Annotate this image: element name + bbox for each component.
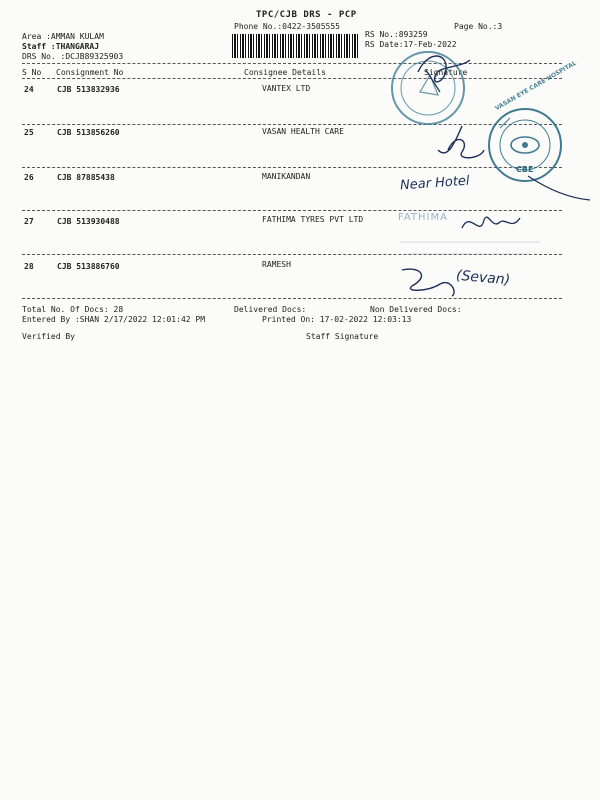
row-sno: 24 <box>24 85 34 94</box>
column-signature: Signature <box>424 68 468 77</box>
delivered-docs: Delivered Docs: <box>234 305 307 314</box>
stamps-and-signatures <box>0 0 600 310</box>
row-consignee: MANIKANDAN <box>262 172 311 181</box>
circular-stamp-icon <box>392 52 464 124</box>
rs-date: RS Date:17-Feb-2022 <box>365 40 457 49</box>
signature-check-icon <box>438 126 484 158</box>
company-stamp-text: FATHIMA <box>398 212 448 223</box>
hospital-stamp-text: VASAN EYE CARE HOSPITAL <box>494 59 578 113</box>
staff-signature-label: Staff Signature <box>306 332 379 341</box>
row-consignment: CJB 513856260 <box>57 128 120 137</box>
phone-number: Phone No.:0422-3505555 <box>234 22 340 31</box>
area-label: Area :AMMAN KULAM <box>22 32 104 41</box>
row-consignment: CJB 513886760 <box>57 262 120 271</box>
signature-scribble-icon <box>462 217 520 228</box>
page-number: Page No.:3 <box>454 22 503 31</box>
printed-on: Printed On: 17-02-2022 12:03:13 <box>262 315 412 324</box>
handwritten-sevan: (Sevan) <box>455 267 511 289</box>
rs-number: RS No.:893259 <box>365 30 428 39</box>
row-consignee: FATHIMA TYRES PVT LTD <box>262 215 364 224</box>
handwritten-near-hotel: Near Hotel <box>399 173 471 194</box>
staff-label: Staff :THANGARAJ <box>22 42 100 51</box>
row-consignment: CJB 513930488 <box>57 217 120 226</box>
entered-by: Entered By :SHAN 2/17/2022 12:01:42 PM <box>22 315 206 324</box>
verified-by: Verified By <box>22 332 75 341</box>
drs-number: DRS No. :DCJB89325903 <box>22 52 124 61</box>
row-sno: 25 <box>24 128 34 137</box>
row-sno: 27 <box>24 217 34 226</box>
row-consignee: RAMESH <box>262 260 291 269</box>
row-consignment: CJB 513832936 <box>57 85 120 94</box>
non-delivered-docs: Non Delivered Docs: <box>370 305 462 314</box>
column-sno: S No <box>22 68 42 77</box>
column-consignee: Consignee Details <box>244 68 326 77</box>
hospital-stamp-city: CBE <box>516 165 534 174</box>
row-consignee: VASAN HEALTH CARE <box>262 127 344 136</box>
column-consignment: Consignment No <box>56 68 124 77</box>
row-consignee: VANTEX LTD <box>262 84 311 93</box>
row-sno: 26 <box>24 173 34 182</box>
row-consignment: CJB 87885438 <box>57 173 115 182</box>
signature-scribble-icon <box>402 269 454 296</box>
company-stamp-icon <box>396 216 546 266</box>
document-title: TPC/CJB DRS - PCP <box>256 10 357 20</box>
row-sno: 28 <box>24 262 34 271</box>
total-docs: Total No. Of Docs: 28 <box>22 305 124 314</box>
